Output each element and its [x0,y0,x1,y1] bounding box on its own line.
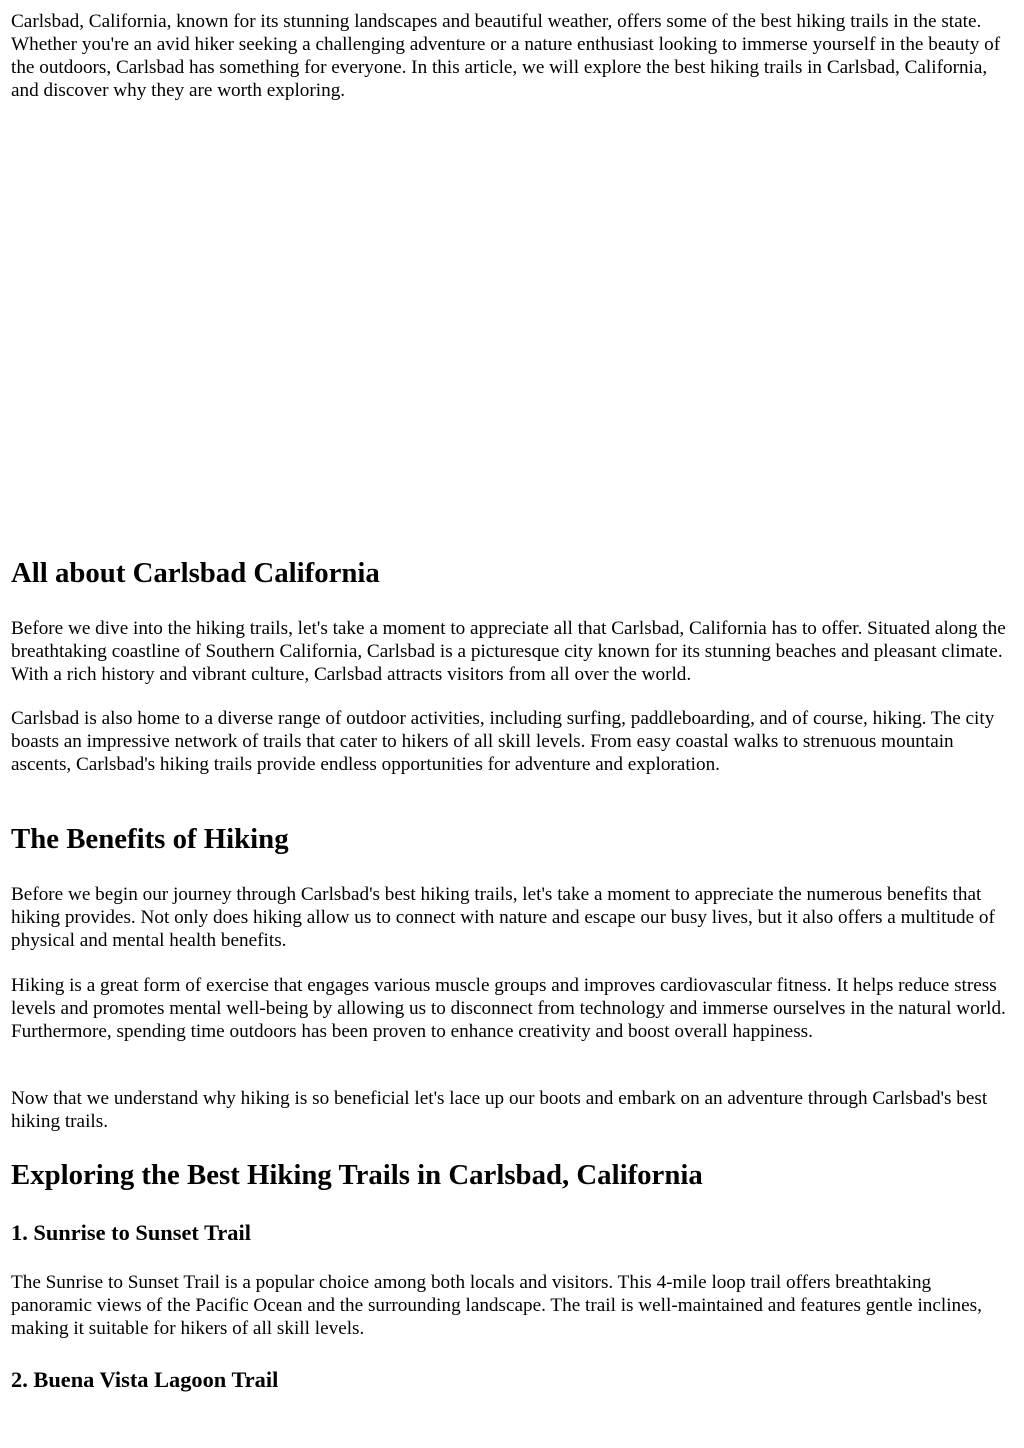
about-paragraph: Before we dive into the hiking trails, let's take a moment to appreciate all that Carlsbad, California has to offer. Situated along the breathtaking coastline of Southern California, Carlsbad is a picturesque city known for its stunning beaches and pleasant climate. With a rich history and vibrant culture, Carlsbad attracts visitors from all over the world. [11,618,1006,685]
section-heading-about: All about Carlsbad California [11,557,380,589]
trail-heading: 1. Sunrise to Sunset Trail [11,1220,251,1245]
intro-paragraph: Carlsbad, California, known for its stunning landscapes and beautiful weather, offers some of the best hiking trails in the state. Whether you're an avid hiker seeking a challenging adventure or a nature enthusiast looking to immerse yourself in the beauty of the outdoors, Carlsbad has something for everyone. In this article, we will explore the best hiking trails in Carlsbad, California, and discover why they are worth exploring. [11,11,1001,101]
blank-media-area [11,120,1011,540]
section-heading-exploring: Exploring the Best Hiking Trails in Carlsbad, California [11,1159,703,1191]
benefits-paragraph: Now that we understand why hiking is so beneficial let's lace up our boots and embark on an adventure through Carlsbad's best hiking trails. [11,1088,988,1132]
benefits-paragraph: Before we begin our journey through Carlsbad's best hiking trails, let's take a moment to appreciate the numerous benefits that hiking provides. Not only does hiking allow us to connect with nature and escape our busy lives, but it also offers a multitude of physical and mental health benefits. [11,884,995,951]
trail-description: The Sunrise to Sunset Trail is a popular choice among both locals and visitors. This 4-mile loop trail offers breathtaking panoramic views of the Pacific Ocean and the surrounding landscape. The trail is well-maintained and features gentle inclines, making it suitable for hikers of all skill levels. [11,1272,982,1339]
section-heading-benefits: The Benefits of Hiking [11,823,289,855]
benefits-paragraph: Hiking is a great form of exercise that engages various muscle groups and improves cardiovascular fitness. It helps reduce stress levels and promotes mental well-being by allowing us to disconnect from technology and immerse ourselves in the natural world. Furthermore, spending time outdoors has been proven to enhance creativity and boost overall happiness. [11,975,1006,1042]
about-paragraph: Carlsbad is also home to a diverse range of outdoor activities, including surfing, paddleboarding, and of course, hiking. The city boasts an impressive network of trails that cater to hikers of all skill levels. From easy coastal walks to strenuous mountain ascents, Carlsbad's hiking trails provide endless opportunities for adventure and exploration. [11,708,995,775]
trail-heading: 2. Buena Vista Lagoon Trail [11,1367,279,1392]
